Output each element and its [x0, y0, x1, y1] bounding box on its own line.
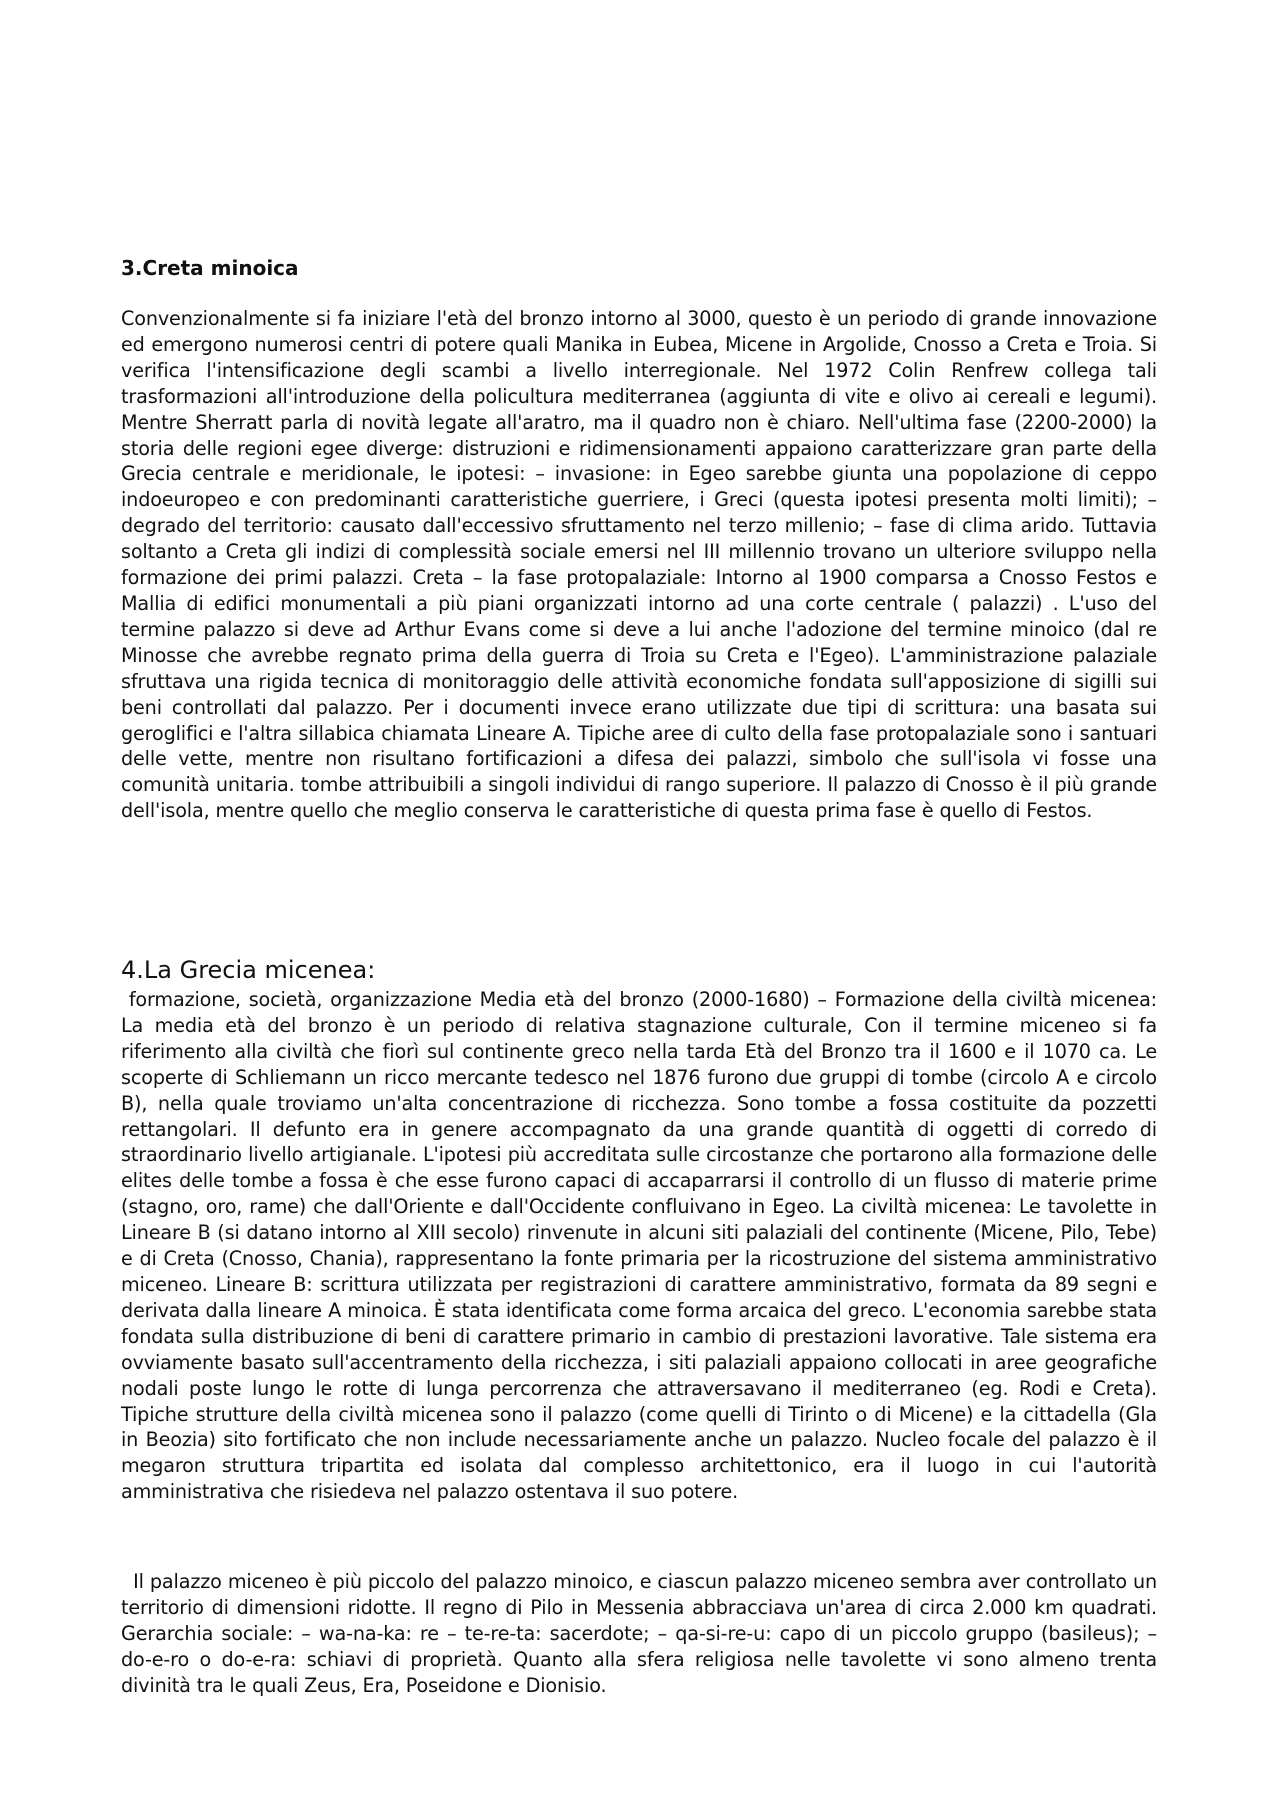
section-title-grecia-micenea: 4.La Grecia micenea: — [121, 956, 376, 984]
section-paragraph-creta-minoica: Convenzionalmente si fa iniziare l'età del bronzo intorno al 3000, questo è un periodo di grande innovazione ed emergono numerosi centri di potere quali Manika in Eubea, Micene in Argolide, Cnosso a Creta e Troia. Si verifica l'intensificazione degli scambi a livello interregionale. Nel 1972 Colin Renfrew collega tali trasformazioni all'introduzione della policultura mediterranea (aggiunta di vite e olivo ai cereali e legumi). Mentre Sherratt parla di novità legate all'aratro, ma il quadro non è chiaro. Nell'ultima fase (2200-2000) la storia delle regioni egee diverge: distruzioni e ridimensionamenti appaiono caratterizzare gran parte della Grecia centrale e meridionale, le ipotesi: – invasione: in Egeo sarebbe giunta una popolazione di ceppo indoeuropeo e con predominanti caratteristiche guerriere, i Greci (questa ipotesi presenta molti limiti); – degrado del territorio: causato dall'eccessivo sfruttamento nel terzo millenio; – fase di clima arido. Tuttavia soltanto a Creta gli indizi di complessità sociale emersi nel III millennio trovano un ulteriore sviluppo nella formazione dei primi palazzi. Creta – la fase protopalaziale: Intorno al 1900 comparsa a Cnosso Festos e Mallia di edifici monumentali a più piani organizzati intorno ad una corte centrale ( palazzi) . L'uso del termine palazzo si deve ad Arthur Evans come si deve a lui anche l'adozione del termine minoico (dal re Minosse che avrebbe regnato prima della guerra di Troia su Creta e l'Egeo). L'amministrazione palaziale sfruttava una rigida tecnica di monitoraggio delle attività economiche fondata sull'apposizione di sigilli sui beni controllati dal palazzo. Per i documenti invece erano utilizzate due tipi di scrittura: una basata sui geroglifici e l'altra sillabica chiamata Lineare A. Tipiche aree di culto della fase protopalaziale sono i santuari delle vette, mentre non risultano fortificazioni a difesa dei palazzi, simbolo che sull'isola vi fosse una comunità unitaria. tombe attribuibili a singoli individui di rango superiore. Il palazzo di Cnosso è il più grande dell'isola, mentre quello che meglio conserva le caratteristiche di questa prima fase è quello di Festos. — [121, 307, 1157, 823]
section-paragraph-grecia-micenea-2: Il palazzo miceneo è più piccolo del palazzo minoico, e ciascun palazzo miceneo sembra aver controllato un territorio di dimensioni ridotte. Il regno di Pilo in Messenia abbracciava un'area di circa 2.000 km quadrati. Gerarchia sociale: – wa-na-ka: re – te-re-ta: sacerdote; – qa-si-re-u: capo di un piccolo gruppo (basileus); – do-e-ro o do-e-ra: schiavi di proprietà. Quanto alla sfera religiosa nelle tavolette vi sono almeno trenta divinità tra le quali Zeus, Era, Poseidone e Dionisio. — [121, 1570, 1163, 1697]
section-title-creta-minoica: 3.Creta minoica — [121, 256, 299, 280]
section-paragraph-grecia-micenea-1: formazione, società, organizzazione Media età del bronzo (2000-1680) – Formazione della civiltà micenea: La media età del bronzo è un periodo di relativa stagnazione culturale, Con il termine miceneo si fa riferimento alla civiltà che fiorì sul continente greco nella tarda Età del Bronzo tra il 1600 e il 1070 ca. Le scoperte di Schliemann un ricco mercante tedesco nel 1876 furono due gruppi di tombe (circolo A e circolo B), nella quale troviamo un'alta concentrazione di ricchezza. Sono tombe a fossa costituite da pozzetti rettangolari. Il defunto era in genere accompagnato da una grande quantità di oggetti di corredo di straordinario livello artigianale. L'ipotesi più accreditata sulle circostanze che portarono alla formazione delle elites delle tombe a fossa è che esse furono capaci di accaparrarsi il controllo di un flusso di materie prime (stagno, oro, rame) che dall'Oriente e dall'Occidente confluivano in Egeo. La civiltà micenea: Le tavolette in Lineare B (si datano intorno al XIII secolo) rinvenute in alcuni siti palaziali del continente (Micene, Pilo, Tebe) e di Creta (Cnosso, Chania), rappresentano la fonte primaria per la ricostruzione del sistema amministrativo miceneo. Lineare B: scrittura utilizzata per registrazioni di carattere amministrativo, formata da 89 segni e derivata dalla lineare A minoica. È stata identificata come forma arcaica del greco. L'economia sarebbe stata fondata sulla distribuzione di beni di carattere primario in cambio di prestazioni lavorative. Tale sistema era ovviamente basato sull'accentramento della ricchezza, i siti palaziali appaiono collocati in aree geografiche nodali poste lungo le rotte di lunga percorrenza che attraversavano il mediterraneo (eg. Rodi e Creta). Tipiche strutture della civiltà micenea sono il palazzo (come quelli di Tirinto o di Micene) e la cittadella (Gla in Beozia) sito fortificato che non include necessariamente anche un palazzo. Nucleo focale del palazzo è il megaron struttura tripartita ed isolata dal complesso architettonico, era il luogo in cui l'autorità amministrativa che risiedeva nel palazzo ostentava il suo potere. — [121, 988, 1163, 1504]
document-page — [121, 0, 1163, 1811]
